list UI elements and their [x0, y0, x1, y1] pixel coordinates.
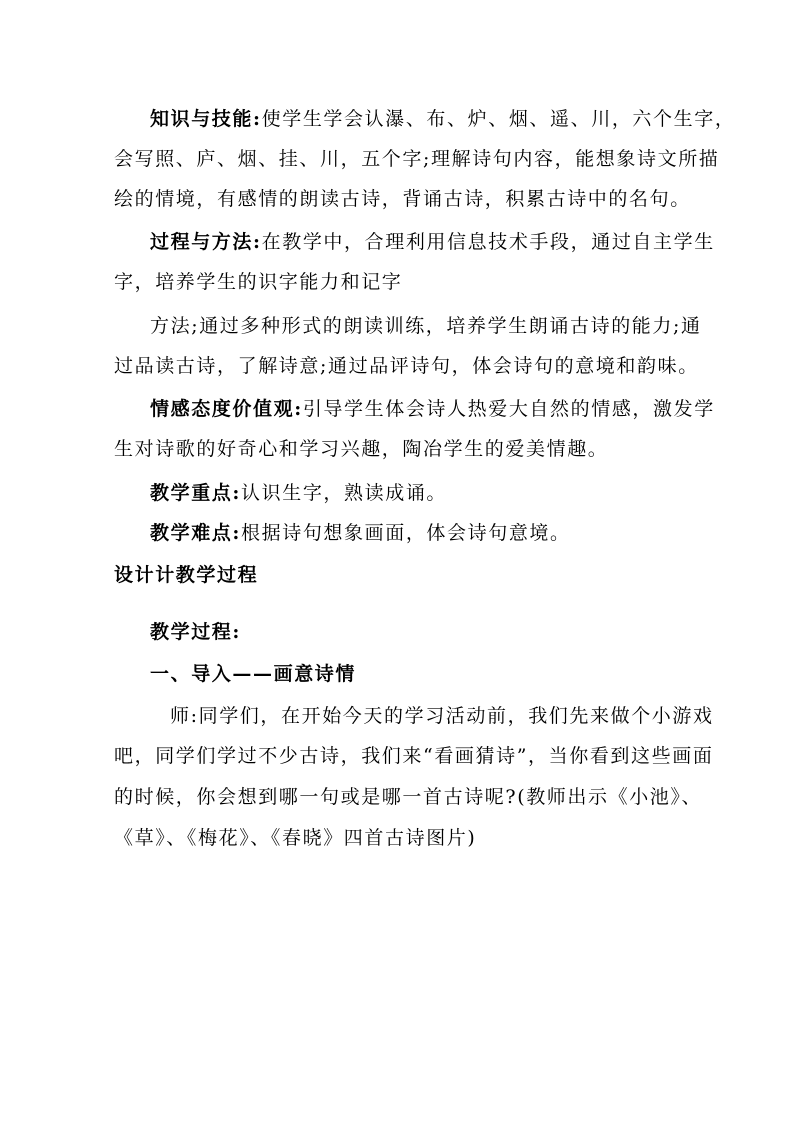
knowledge-line-1: [150, 107, 735, 131]
knowledge-line-2: 会写照、庐、烟、挂、川，五个字;理解诗句内容，能想象诗文所描: [114, 148, 720, 170]
process-label: 过程与方法:: [150, 231, 262, 253]
process-line-1: [150, 230, 715, 254]
key-point-line: [150, 481, 447, 505]
process-text-1: 在教学中，合理利用信息技术手段，通过自主学生: [261, 231, 715, 253]
process-heading: 教学过程:: [150, 621, 242, 643]
process-line-2: 字，培养学生的识字能力和记字: [114, 271, 403, 293]
design-heading: 设计计教学过程: [114, 564, 259, 586]
emotion-text-1: 引导学生体会诗人热爱大自然的情感，激发学: [302, 398, 715, 420]
key-point-text: 认识生字，熟读成诵。: [241, 482, 448, 504]
step1-title: 一、导入——画意诗情: [150, 663, 357, 685]
key-point-label: 教学重点:: [150, 482, 242, 504]
emotion-line-2: 生对诗歌的好奇心和学习兴趣，陶冶学生的爱美情趣。: [114, 438, 609, 460]
difficulty-label: 教学难点:: [150, 522, 242, 544]
knowledge-text-1: 使学生学会认瀑、布、炉、烟、遥、川，六个生字，: [261, 108, 736, 130]
emotion-label: 情感态度价值观:: [150, 398, 303, 420]
emotion-line-1: [150, 397, 715, 421]
process-line-4: 过品读古诗，了解诗意;通过品评诗句，体会诗句的意境和韵味。: [114, 355, 699, 377]
intro-para-line-1: 师:同学们，在开始今天的学习活动前，我们先来做个小游戏: [170, 705, 714, 727]
process-line-3: 方法;通过多种形式的朗读训练，培养学生朗诵古诗的能力;通: [150, 315, 702, 337]
intro-para-line-3: 的时候，你会想到哪一句或是哪一首古诗呢?(教师出示《小池》、: [114, 786, 703, 808]
knowledge-line-3: 绘的情境，有感情的朗读古诗，背诵古诗，积累古诗中的名句。: [114, 188, 691, 210]
knowledge-label: 知识与技能:: [150, 108, 262, 130]
intro-para-line-4: 《草》、《梅花》、《春晓》四首古诗图片): [114, 827, 477, 849]
intro-para-line-2: 吧，同学们学过不少古诗，我们来“看画猜诗”，当你看到这些画面: [114, 745, 714, 767]
difficulty-line: [150, 521, 571, 545]
difficulty-text: 根据诗句想象画面，体会诗句意境。: [241, 522, 571, 544]
